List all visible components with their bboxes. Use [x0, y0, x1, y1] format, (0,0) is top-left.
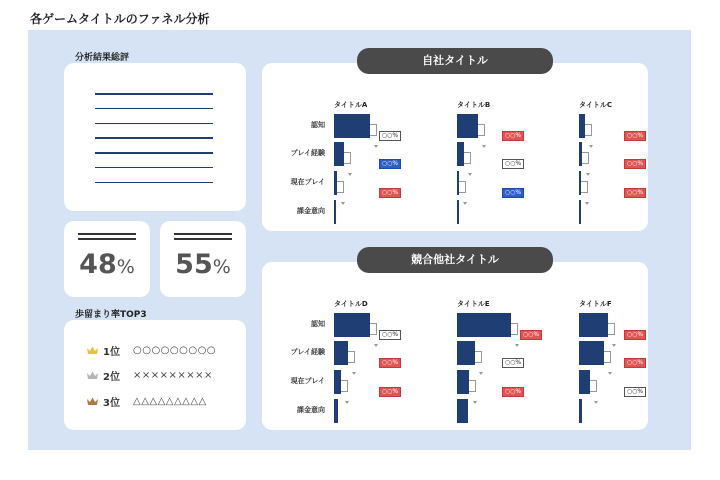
conversion-rate-badge: ○○% [502, 188, 524, 198]
funnel-bar [579, 313, 608, 337]
title-name: タイトルA [334, 101, 368, 109]
conversion-rate-badge: ○○% [502, 358, 524, 368]
rank-value: △△△△△△△△△ [133, 395, 207, 407]
conversion-rate-badge: ○○% [624, 358, 646, 368]
competitor-titles-header: 競合他社タイトル [357, 247, 553, 273]
funnel-bar [334, 399, 338, 423]
down-arrow-icon [594, 401, 598, 404]
down-arrow-icon [468, 173, 472, 176]
page-title: 各ゲームタイトルのファネル分析 [30, 12, 210, 26]
funnel-stage-label: 認知 [311, 320, 325, 328]
down-arrow-icon [585, 202, 589, 205]
conversion-bracket [478, 124, 485, 136]
conversion-rate-badge: ○○% [379, 358, 401, 368]
stat-header-lines [174, 233, 232, 243]
conversion-rate-badge: ○○% [624, 188, 646, 198]
funnel-bar [457, 370, 469, 394]
title-name: タイトルC [579, 101, 612, 109]
down-arrow-icon [608, 372, 612, 375]
conversion-rate-badge: ○○% [379, 159, 401, 169]
title-name: タイトルF [579, 300, 612, 308]
down-arrow-icon [341, 202, 345, 205]
conversion-bracket [459, 181, 466, 193]
conversion-rate-badge: ○○% [379, 387, 401, 397]
funnel-bar [334, 142, 344, 166]
conversion-rate-badge: ○○% [624, 387, 646, 397]
summary-text-placeholder [95, 93, 213, 197]
conversion-rate-badge: ○○% [624, 159, 646, 169]
conversion-rate-badge: ○○% [379, 131, 401, 141]
funnel-bar [457, 313, 511, 337]
conversion-rate-badge: ○○% [502, 131, 524, 141]
funnel-bar [457, 399, 468, 423]
conversion-rate-badge: ○○% [624, 330, 646, 340]
own-titles-header: 自社タイトル [357, 48, 553, 74]
funnel-bar [579, 200, 581, 224]
conversion-bracket [581, 181, 588, 193]
down-arrow-icon [479, 372, 483, 375]
down-arrow-icon [463, 202, 467, 205]
down-arrow-icon [473, 401, 477, 404]
crown-icon [87, 371, 98, 380]
funnel-bar [334, 341, 348, 365]
down-arrow-icon [482, 145, 486, 148]
summary-label: 分析結果総評 [75, 53, 130, 63]
stat-card-2 [160, 221, 246, 297]
conversion-bracket [344, 152, 351, 164]
funnel-stage-label: 課金意向 [297, 207, 325, 215]
funnel-bar [457, 341, 475, 365]
funnel-bar [457, 200, 459, 224]
crown-icon [87, 397, 98, 406]
conversion-bracket [370, 323, 377, 335]
down-arrow-icon [515, 344, 519, 347]
funnel-bar [457, 142, 464, 166]
funnel-stage-label: 課金意向 [297, 406, 325, 414]
funnel-bar [334, 313, 370, 337]
conversion-rate-badge: ○○% [379, 188, 401, 198]
conversion-rate-badge: ○○% [520, 330, 542, 340]
conversion-rate-badge: ○○% [502, 387, 524, 397]
funnel-bar [579, 370, 590, 394]
funnel-stage-label: プレイ経験 [290, 149, 325, 157]
title-name: タイトルE [457, 300, 490, 308]
conversion-bracket [469, 380, 476, 392]
rank-value: ××××××××× [133, 369, 213, 381]
funnel-stage-label: 現在プレイ [290, 377, 325, 385]
stat-header-lines [78, 233, 136, 243]
funnel-stage-label: 現在プレイ [290, 178, 325, 186]
rank-label: 2位 [103, 371, 120, 383]
conversion-bracket [464, 152, 471, 164]
crown-icon [87, 346, 98, 355]
conversion-bracket [337, 181, 344, 193]
down-arrow-icon [374, 145, 378, 148]
down-arrow-icon [374, 344, 378, 347]
conversion-bracket [348, 351, 355, 363]
rank-row [87, 342, 216, 358]
down-arrow-icon [586, 173, 590, 176]
conversion-rate-badge: ○○% [379, 330, 401, 340]
stat-value-1: 48% [79, 249, 135, 280]
title-name: タイトルB [457, 101, 491, 109]
down-arrow-icon [345, 401, 349, 404]
stat-value-2: 55% [175, 249, 231, 280]
conversion-bracket [604, 351, 611, 363]
stat-card-1 [64, 221, 150, 297]
conversion-bracket [475, 351, 482, 363]
funnel-bar [334, 370, 341, 394]
funnel-bar [334, 114, 370, 138]
conversion-bracket [511, 323, 518, 335]
funnel-bar [579, 341, 604, 365]
funnel-bar [334, 200, 336, 224]
conversion-bracket [590, 380, 597, 392]
down-arrow-icon [348, 173, 352, 176]
rank-label: 1位 [103, 346, 120, 358]
down-arrow-icon [352, 372, 356, 375]
conversion-bracket [582, 152, 589, 164]
rank-row [87, 367, 213, 383]
rank-label: 3位 [103, 397, 120, 409]
funnel-stage-label: 認知 [311, 121, 325, 129]
conversion-bracket [370, 124, 377, 136]
down-arrow-icon [612, 344, 616, 347]
funnel-bar [579, 399, 582, 423]
conversion-rate-badge: ○○% [624, 131, 646, 141]
conversion-bracket [341, 380, 348, 392]
title-name: タイトルD [334, 300, 368, 308]
conversion-bracket [608, 323, 615, 335]
conversion-bracket [585, 124, 592, 136]
conversion-rate-badge: ○○% [502, 159, 524, 169]
funnel-bar [457, 114, 478, 138]
rank-value: ○○○○○○○○○ [133, 344, 217, 356]
retention-label: 歩留まり率TOP3 [75, 310, 147, 320]
funnel-stage-label: プレイ経験 [290, 348, 325, 356]
down-arrow-icon [589, 145, 593, 148]
rank-row [87, 393, 207, 409]
